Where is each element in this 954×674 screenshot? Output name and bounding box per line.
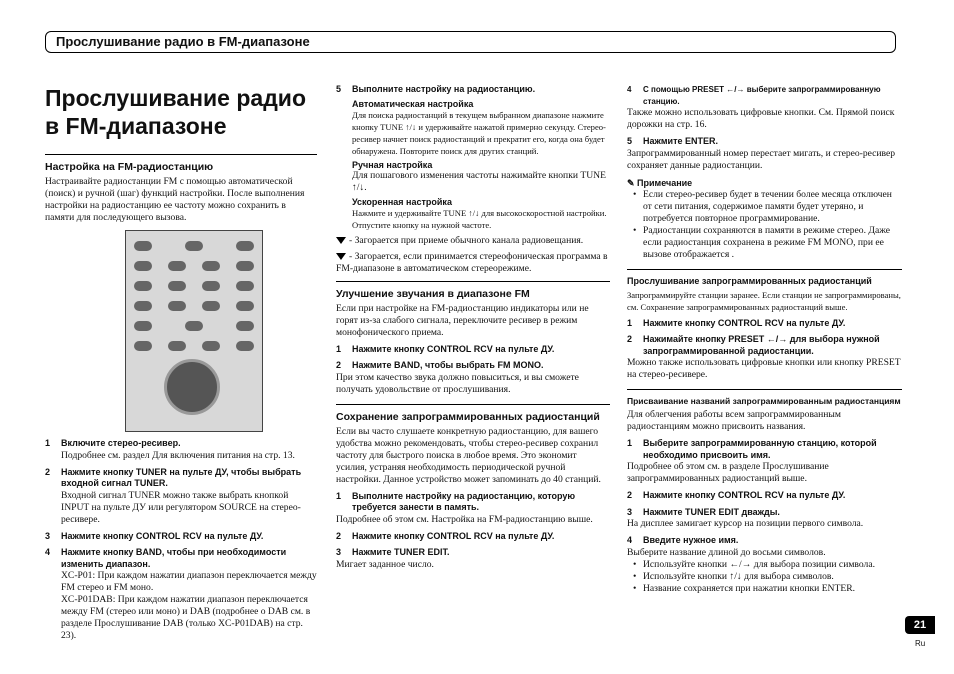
text: Также можно использовать цифровые кнопки. См. Прямой поиск дорожки на стр. 16. — [627, 107, 895, 130]
text: Можно также использовать цифровые кнопки или кнопку PRESET на стерео-ресивере. — [627, 357, 901, 380]
column-3 — [627, 84, 902, 595]
bullet-item: • Используйте кнопки ←/→ для выбора позиции символа. — [633, 558, 875, 570]
step-1: 1 Нажмите кнопку CONTROL RCV на пульте ДУ. — [627, 317, 846, 328]
step-1: 1 Выполните настройку на радиостанцию, которую требуется занести в память. — [336, 490, 576, 512]
language-code: Ru — [915, 639, 926, 648]
text: Если при настройке на FM-радиостанцию индикаторы или не горят из-за слабого сигнала, переключите ресивер в режим монофонического приема. — [336, 302, 589, 338]
indicator-line: - Загорается при приеме обычного канала радиовещания. — [336, 235, 610, 247]
column-2 — [336, 84, 610, 571]
text: Выберите название длиной до восьми символов. — [627, 546, 826, 558]
note-icon: ✎ — [627, 177, 638, 188]
step-5: 5 Нажмите ENTER. — [627, 136, 718, 146]
section-heading: Улучшение звучания в диапазоне FM — [336, 287, 530, 300]
bullet-item: • Используйте кнопки ↑/↓ для выбора символов. — [633, 570, 834, 582]
subheading: Ускоренная настройка — [352, 196, 452, 207]
text: Если вы часто слушаете конкретную радиостанцию, для вашего удобства можно рекомендовать, чтобы стерео-ресивер сохранил частоту для быстрого поиска в любое время. Это экономит усилия, устраняя необходимость периодической ручной настройки. Данное устройство может запоминать до 40 станций. — [336, 425, 601, 485]
step-text: Подробнее см. раздел Для включения питания на стр. 13. — [61, 449, 295, 461]
note-item: • Радиостанции сохраняются в памяти в режиме стерео. Даже если радиостанция сохранена в режиме FM MONO, при ее вызове отображается . — [633, 224, 890, 260]
intro-text: Настраивайте радиостанции FM с помощью автоматической (поиск) и ручной (шаг) функций настройки. После выполнения настройки на радиостанцию ее частоту можно сохранить в памяти для последующего вызова. — [45, 176, 305, 223]
step-1: 1 Нажмите кнопку CONTROL RCV на пульте ДУ. — [336, 343, 555, 354]
column-1 — [45, 84, 317, 642]
dial-icon — [164, 359, 220, 415]
text: Для поиска радиостанций в текущем выбранном диапазоне нажмите кнопку TUNE ↑/↓ и удерживайте нажатой примерно секунду. Стерео-ресивер начнет поиск радиостанций и прекратит его, когда она будет обнаружена. Повторите поиск для других станций. — [352, 109, 606, 156]
text: Для пошагового изменения частоты нажимайте кнопки TUNE ↑/↓. — [352, 169, 606, 193]
step-4: 4 С помощью PRESET ←/→ выберите запрограммированную станцию. — [627, 85, 881, 106]
step-2: 2 Нажмите кнопку TUNER на пульте ДУ, чтобы выбрать входной сигнал TUNER. — [45, 466, 302, 488]
text: Подробнее об этом см. Настройка на FM-радиостанцию выше. — [336, 513, 593, 525]
step-1: 1 Выберите запрограммированную станцию, которой необходимо присвоить имя. — [627, 438, 877, 460]
step-3: 3 Нажмите кнопку CONTROL RCV на пульте ДУ. — [45, 530, 264, 541]
text: Подробнее об этом см. в разделе Прослушивание запрограммированных радиостанций выше. — [627, 461, 829, 484]
step-2: 2 Нажмите кнопку CONTROL RCV на пульте ДУ. — [336, 530, 555, 541]
step-1: 1 Включите стерео-ресивер. — [45, 438, 181, 448]
text: Мигает заданное число. — [336, 558, 434, 570]
step-2: 2 Нажмите BAND, чтобы выбрать FM MONO. — [336, 360, 544, 370]
stereo-icon — [336, 253, 346, 260]
page-header — [45, 31, 896, 53]
section-heading: Сохранение запрограммированных радиостанций — [336, 410, 600, 423]
text: На дисплее замигает курсор на позиции первого символа. — [627, 518, 864, 529]
step-4: 4 Введите нужное имя. — [627, 535, 739, 545]
step-3: 3 Нажмите TUNER EDIT дважды. — [627, 506, 780, 517]
text: Нажмите и удерживайте TUNE ↑/↓ для высокоскоростной настройки. Отпустите кнопку на нужной частоте. — [352, 207, 607, 230]
section-heading: Присваивание названий запрограммированным радиостанциям — [627, 396, 901, 406]
step-2: 2 Нажимайте кнопку PRESET ←/→ для выбора нужной запрограммированной радиостанции. — [627, 334, 880, 356]
text: Запрограммируйте станции заранее. Если станции не запрограммированы, см. Сохранение запрограммированных радиостанций выше. — [627, 289, 901, 312]
antenna-icon — [336, 237, 346, 244]
step-2: 2 Нажмите кнопку CONTROL RCV на пульте ДУ. — [627, 490, 846, 500]
header-title: Прослушивание радио в FM-диапазоне — [56, 34, 310, 49]
page-title: Прослушивание радио в FM-диапазоне — [45, 85, 306, 139]
text: Для облегчения работы всем запрограммированным радиостанциям можно присвоить названия. — [627, 409, 841, 432]
step-text: XC-P01: При каждом нажатии диапазон переключается между FM стерео и FM моно. — [61, 570, 317, 593]
bullet-item: • Название сохраняется при нажатии кнопки ENTER. — [633, 582, 855, 594]
note-heading: ✎ Примечание — [627, 177, 693, 188]
step-3: 3 Нажмите TUNER EDIT. — [336, 547, 450, 557]
step-4: 4 Нажмите кнопку BAND, чтобы при необходимости изменить диапазон. — [45, 547, 287, 569]
text: Запрограммированный номер перестает мигать, и стерео-ресивер сохраняет данные радиостанции. — [627, 147, 896, 171]
section-heading: Прослушивание запрограммированных радиостанций — [627, 275, 872, 286]
indicator-line: - Загорается, если принимается стереофоническая программа в FM-диапазоне в автоматическом стереорежиме. — [336, 250, 608, 274]
page-number: 21 — [905, 616, 935, 634]
remote-control-illustration — [125, 230, 263, 432]
step-text: Входной сигнал TUNER можно также выбрать кнопкой INPUT на пульте ДУ или регулятором SOURCE на стерео-ресивере. — [61, 489, 301, 525]
step-text: XC-P01DAB: При каждом нажатии диапазон переключается между FM (стерео или моно) и DAB (подробнее о DAB см. в разделе Прослушивание DAB (только XC-P01DAB) на стр. 23). — [61, 594, 311, 641]
text: При этом качество звука должно повыситься, и вы сможете получать удовольствие от прослушивания. — [336, 371, 579, 395]
note-item: • Если стерео-ресивер будет в течении более месяца отключен от сети питания, содержимое памяти будет утеряно, и потребуется повторное программирование. — [633, 188, 892, 224]
step-5: 5 Выполните настройку на радиостанцию. — [336, 84, 536, 94]
subheading: Автоматическая настройка — [352, 98, 474, 109]
section-heading: Настройка на FM-радиостанцию — [45, 161, 214, 173]
subheading: Ручная настройка — [352, 159, 433, 170]
